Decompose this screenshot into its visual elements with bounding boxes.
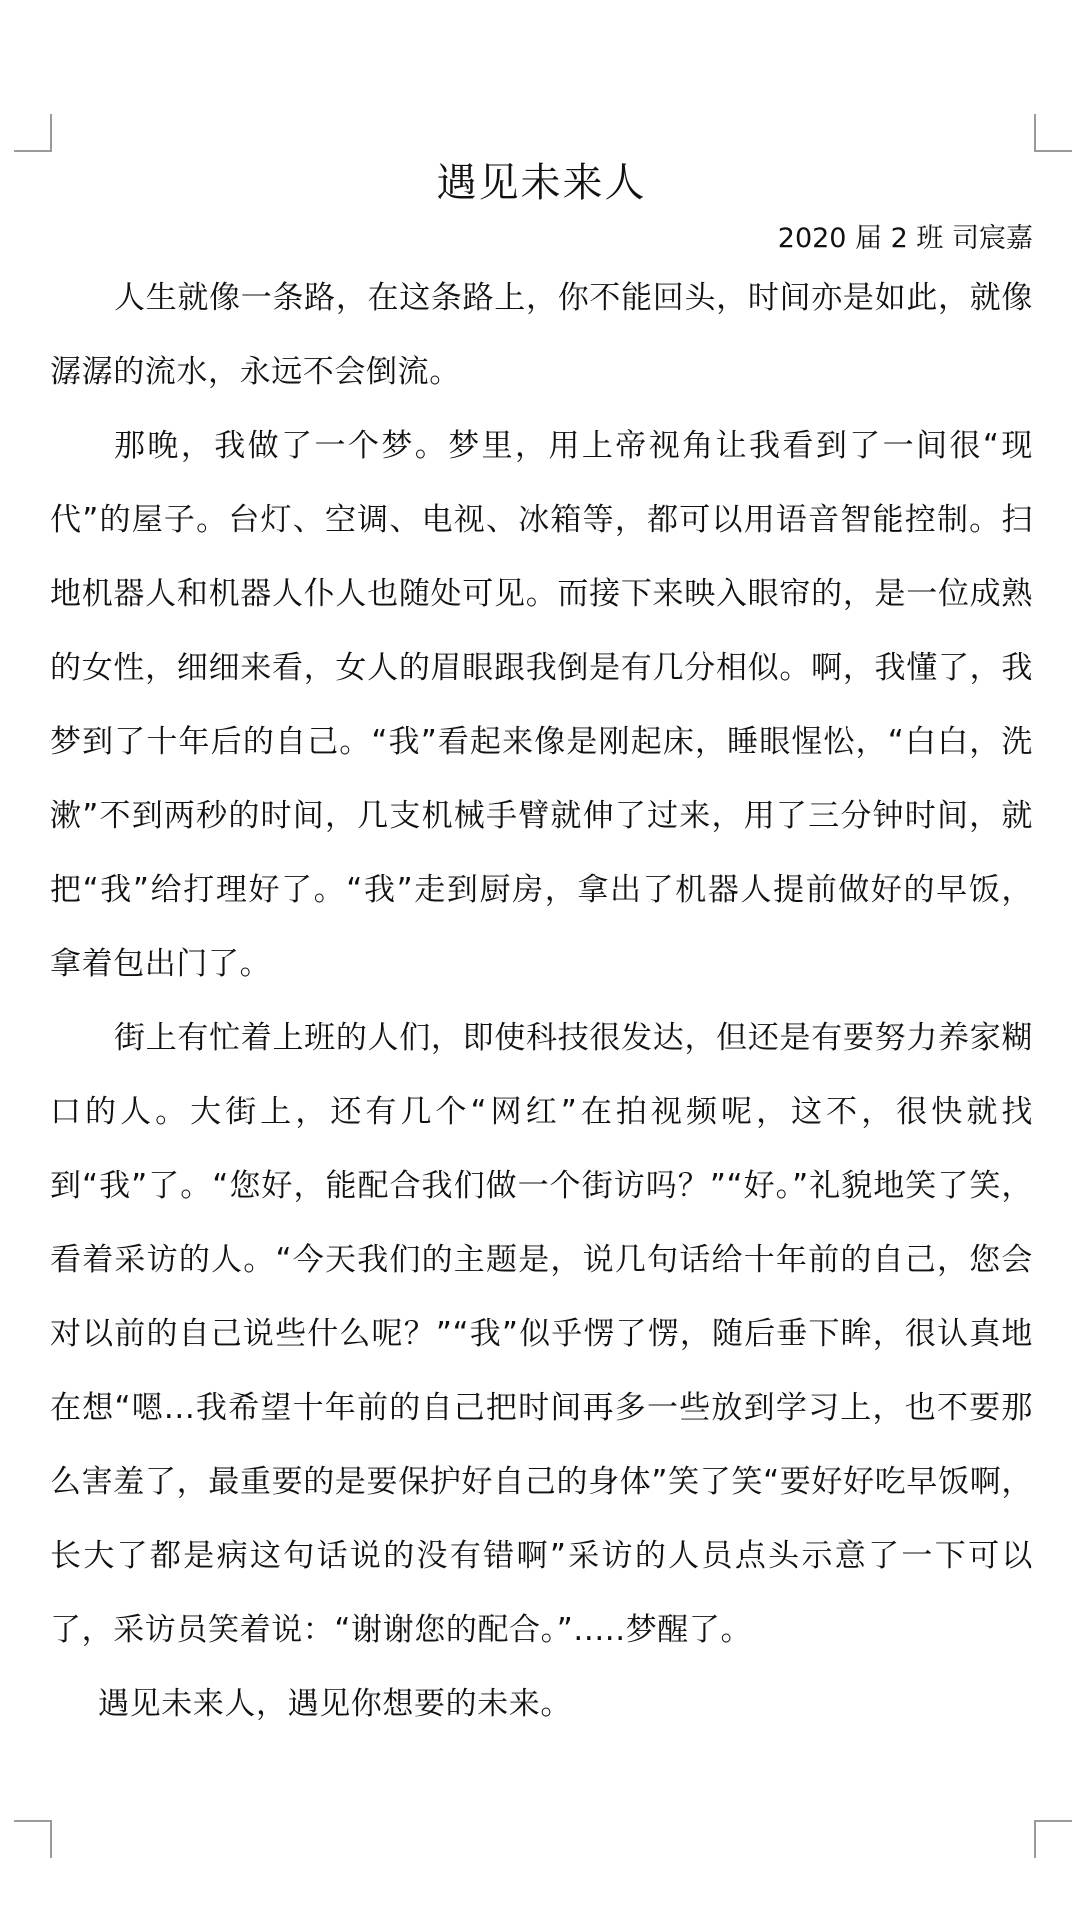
essay-title: 遇见未来人 <box>436 160 647 206</box>
page-corner-mark-top-left <box>14 114 52 152</box>
author-byline: 2020 届 2 班 司宸嘉 <box>777 223 1033 254</box>
paragraph-4: 遇见未来人，遇见你想要的未来。 <box>98 1686 572 1722</box>
document-page <box>50 155 1033 1741</box>
paragraph-2: 那晚，我做了一个梦。梦里，用上帝视角让我看到了一间很“现代”的屋子。台灯、空调、电视、冰箱等，都可以用语音智能控制。扫地机器人和机器人仆人也随处可见。而接下来映入眼帘的，是一位成熟的女性，细细来看，女人的眉眼跟我倒是有几分相似。啊，我懂了，我梦到了十年后的自己。“我”看起来像是刚起床，睡眼惺忪，“白白，洗漱”不到两秒的时间，几支机械手臂就伸了过来，用了三分钟时间，就把“我”给打理好了。“我”走到厨房，拿出了机器人提前做好的早饭，拿着包出门了。 <box>50 428 1033 982</box>
paragraph-1: 人生就像一条路，在这条路上，你不能回头，时间亦是如此，就像潺潺的流水，永远不会倒流。 <box>50 280 1033 390</box>
paragraph-3: 街上有忙着上班的人们，即使科技很发达，但还是有要努力养家糊口的人。大街上，还有几个“网红”在拍视频呢，这不，很快就找到“我”了。“您好，能配合我们做一个街访吗？”“好。”礼貌地笑了笑，看着采访的人。“今天我们的主题是，说几句话给十年前的自己，您会对以前的自己说些什么呢？”“我”似乎愣了愣，随后垂下眸，很认真地在想“嗯...我希望十年前的自己把时间再多一些放到学习上，也不要那么害羞了，最重要的是要保护好自己的身体”笑了笑“要好好吃早饭啊，长大了都是病这句话说的没有错啊”采访的人员点头示意了一下可以了，采访员笑着说：“谢谢您的配合。”.....梦醒了。 <box>50 1020 1033 1648</box>
page-corner-mark-bottom-left <box>14 1820 52 1858</box>
page-corner-mark-top-right <box>1034 114 1072 152</box>
page-corner-mark-bottom-right <box>1034 1820 1072 1858</box>
